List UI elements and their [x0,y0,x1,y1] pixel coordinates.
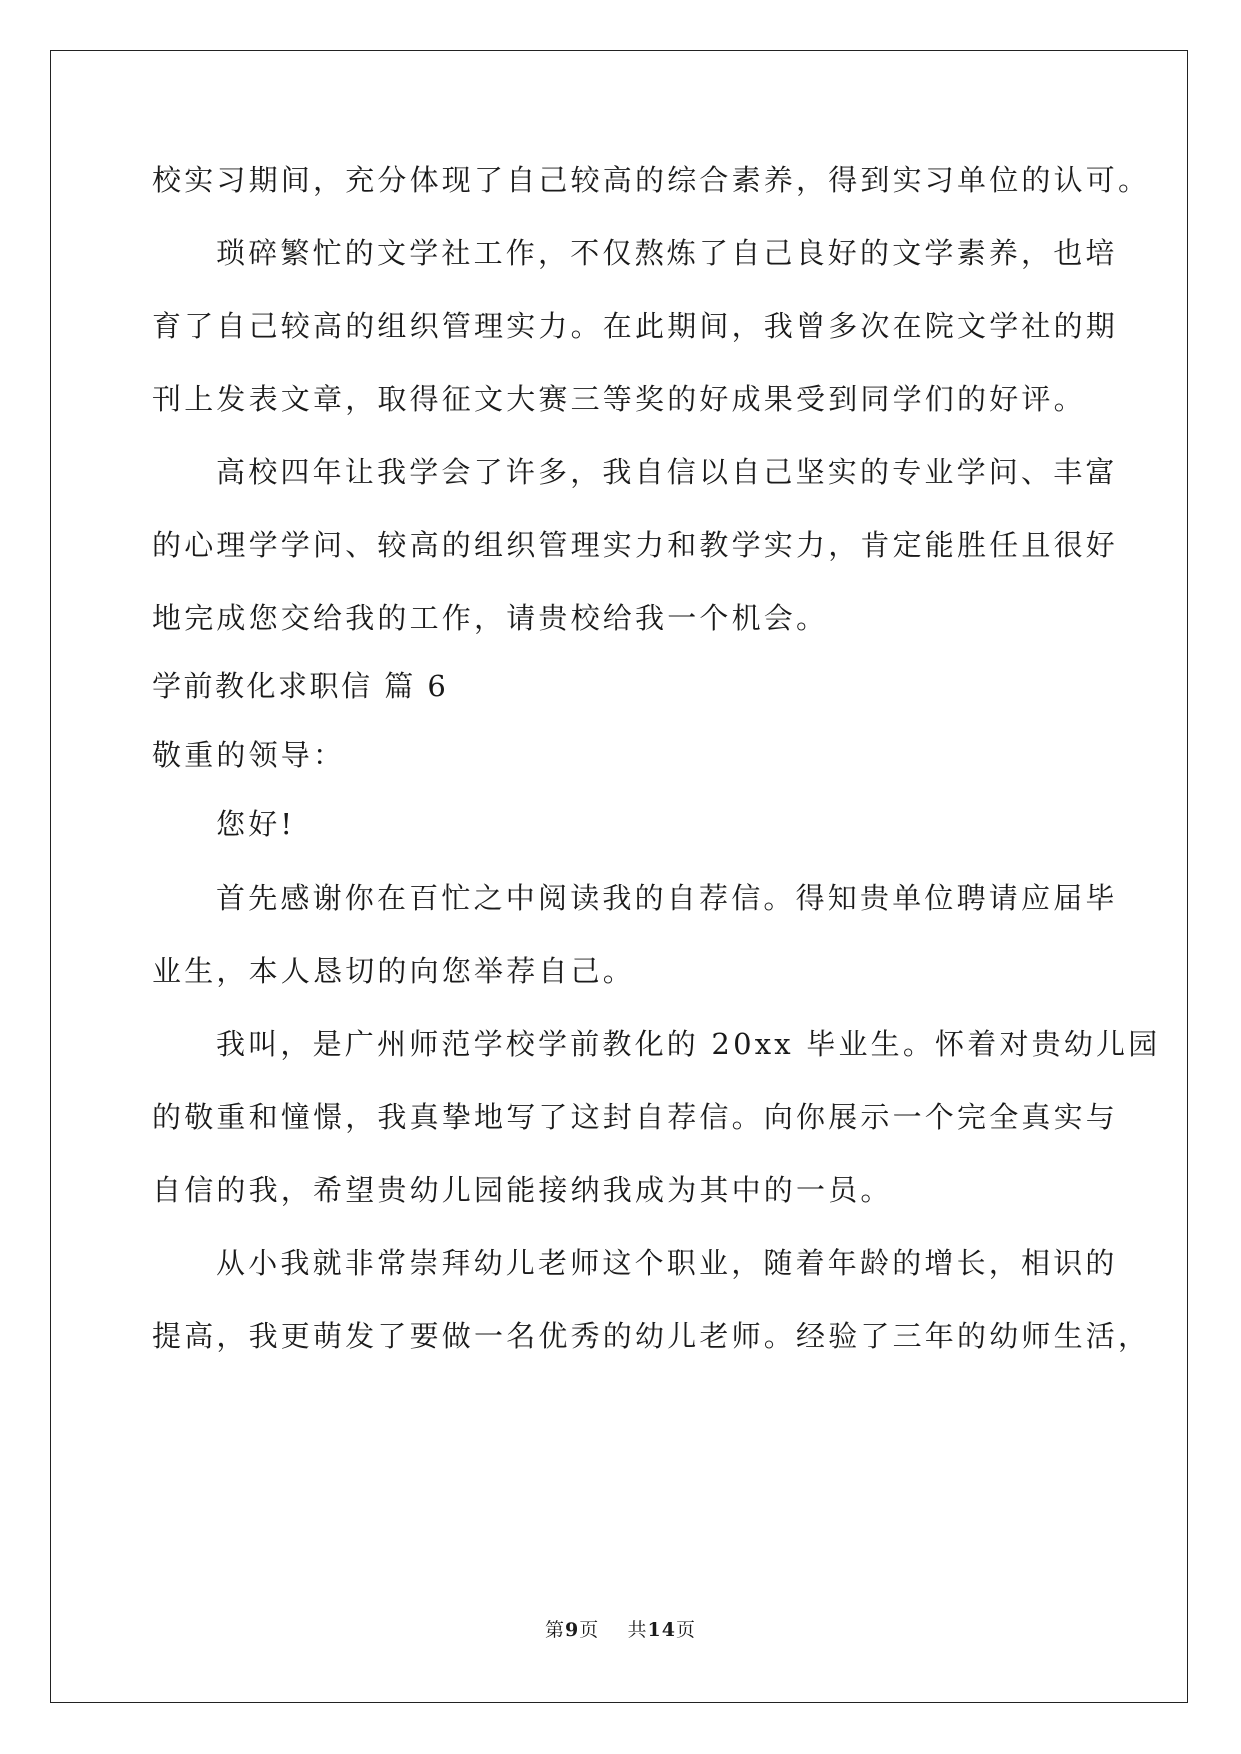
page-border [50,50,1188,1703]
total-pages: 14 [647,1619,676,1641]
paragraph-line: 琐碎繁忙的文学社工作，不仅熬炼了自己良好的文学素养，也培 [216,236,1118,270]
greeting: 您好! [216,807,296,841]
page-number: 9 [565,1619,580,1641]
page-suffix: 页 [579,1619,600,1641]
paragraph-line: 高校四年让我学会了许多，我自信以自己坚实的专业学问、丰富 [216,455,1118,489]
paragraph-line: 提高，我更萌发了要做一名优秀的幼儿老师。经验了三年的幼师生活， [152,1319,1151,1353]
paragraph-line: 的敬重和憧憬，我真挚地写了这封自荐信。向你展示一个完全真实与 [152,1100,1119,1134]
paragraph-line: 的心理学学问、较高的组织管理实力和教学实力，肯定能胜任且很好 [152,528,1119,562]
paragraph-line: 业生，本人恳切的向您举荐自己。 [152,954,636,988]
page-footer [0,1615,1241,1642]
paragraph-line: 刊上发表文章，取得征文大赛三等奖的好成果受到同学们的好评。 [152,382,1086,416]
salutation: 敬重的领导： [152,738,346,772]
page-prefix: 第 [545,1619,566,1641]
paragraph-line: 育了自己较高的组织管理实力。在此期间，我曾多次在院文学社的期 [152,309,1119,343]
section-heading: 学前教化求职信 篇 6 [152,669,449,703]
paragraph-line: 校实习期间，充分体现了自己较高的综合素养，得到实习单位的认可。 [152,163,1151,197]
paragraph-line: 首先感谢你在百忙之中阅读我的自荐信。得知贵单位聘请应届毕 [216,881,1118,915]
total-prefix: 共 [627,1619,648,1641]
paragraph-line: 地完成您交给我的工作，请贵校给我一个机会。 [152,601,829,635]
paragraph-line: 从小我就非常崇拜幼儿老师这个职业，随着年龄的增长，相识的 [216,1246,1118,1280]
total-suffix: 页 [675,1619,696,1641]
paragraph-line: 自信的我，希望贵幼儿园能接纳我成为其中的一员。 [152,1173,893,1207]
paragraph-line: 我叫，是广州师范学校学前教化的 20xx 毕业生。怀着对贵幼儿园 [216,1027,1161,1061]
